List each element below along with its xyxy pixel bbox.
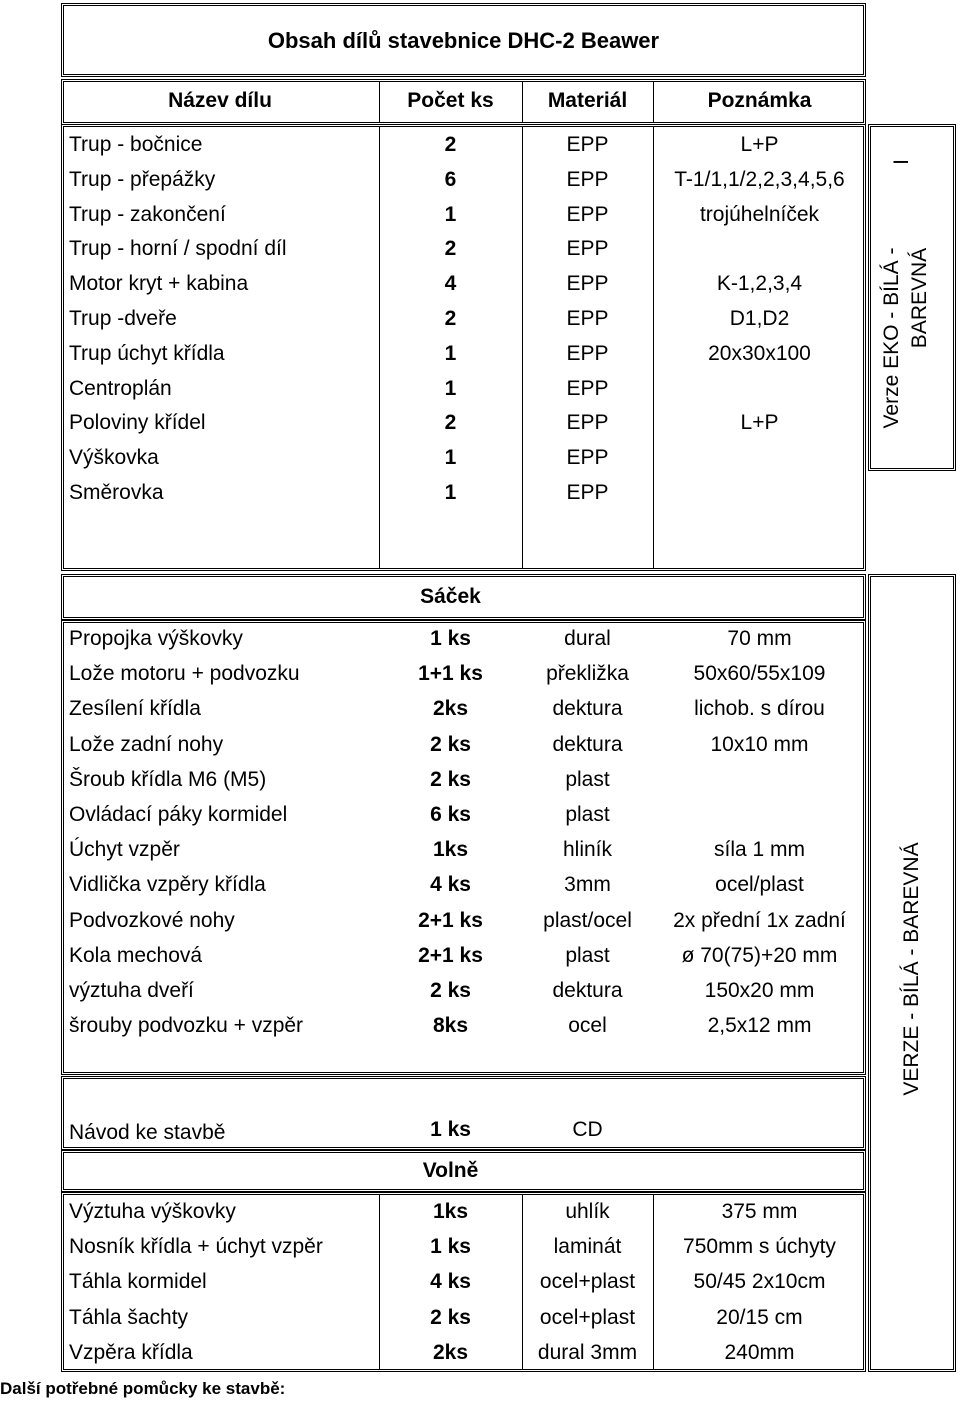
row-count: 2+1 ks	[418, 908, 483, 932]
row-count: 2	[444, 411, 457, 435]
header-material: Materiál	[547, 89, 628, 112]
side-label-top: I	[890, 159, 913, 165]
row-note: 2x přední 1x zadní	[673, 908, 846, 932]
row-note: 2,5x12 mm	[707, 1014, 812, 1038]
row-name: Nosník křídla + úchyt vzpěr	[69, 1235, 323, 1259]
row-note: lichob. s dírou	[694, 697, 825, 721]
row-material: plast	[565, 767, 610, 791]
row-name: Kola mechová	[69, 943, 203, 967]
row-material: EPP	[566, 376, 609, 400]
side-label-line2: BAREVNÁ	[908, 247, 931, 349]
row-name: Vidlička vzpěry křídla	[69, 873, 266, 897]
row-material: EPP	[566, 272, 609, 296]
row-name: Táhla kormidel	[69, 1270, 207, 1294]
row-material: hliník	[562, 838, 613, 862]
row-material: překližka	[546, 662, 629, 686]
row-material: laminát	[553, 1235, 622, 1259]
row-count: 2	[444, 237, 457, 261]
row-material: dektura	[552, 732, 623, 756]
header-count: Počet ks	[407, 89, 494, 112]
row-note: T-1/1,1/2,2,3,4,5,6	[674, 167, 845, 191]
row-name: Táhla šachty	[69, 1305, 189, 1329]
row-count: 1ks	[432, 1200, 469, 1223]
row-count: 4 ks	[430, 873, 471, 897]
row-count: 4 ks	[430, 1270, 471, 1294]
row-name: Trup - zakončení	[69, 202, 226, 226]
row-material: EPP	[566, 133, 609, 156]
row-note: 70 mm	[727, 627, 792, 650]
header-name: Název dílu	[168, 89, 272, 112]
side-label-line1: Verze EKO - BÍLÁ -	[880, 247, 903, 429]
loose-title: Volně	[422, 1159, 479, 1182]
row-note: L+P	[740, 133, 779, 156]
row-name: Trup - přepážky	[69, 167, 216, 191]
row-count: 2 ks	[430, 979, 471, 1002]
side-label-verze: VERZE - BÍLÁ - BAREVNÁ	[900, 842, 923, 1096]
row-note: K-1,2,3,4	[716, 272, 803, 296]
row-count: 1 ks	[430, 1235, 471, 1259]
row-note: D1,D2	[729, 307, 790, 330]
row-name: Poloviny křídel	[69, 411, 206, 435]
footer-note: Další potřebné pomůcky ke stavbě:	[0, 1379, 286, 1398]
row-name: Zesílení křídla	[69, 697, 201, 721]
row-note: 20x30x100	[708, 341, 811, 365]
row-note: 50x60/55x109	[693, 662, 826, 686]
row-name: Motor kryt + kabina	[69, 272, 249, 296]
row-note: ø 70(75)+20 mm	[681, 943, 838, 967]
row-material: EPP	[566, 167, 609, 191]
row-count: 2	[444, 133, 457, 156]
row-name: Centroplán	[69, 376, 172, 400]
page-title: Obsah dílů stavebnice DHC-2 Beawer	[267, 28, 660, 53]
row-count: 1 ks	[430, 627, 471, 650]
row-material: EPP	[566, 446, 609, 470]
row-material: EPP	[566, 411, 609, 435]
row-name: Podvozkové nohy	[69, 908, 235, 932]
row-count: 1	[444, 481, 457, 504]
row-material: ocel	[568, 1014, 607, 1038]
row-count: 2 ks	[430, 732, 471, 756]
row-material: EPP	[566, 237, 609, 261]
row-name: Vzpěra křídla	[69, 1340, 193, 1364]
row-name: Lože motoru + podvozku	[69, 662, 300, 686]
row-material: uhlík	[565, 1200, 610, 1223]
row-count: 6 ks	[430, 803, 471, 826]
row-material: plast	[565, 943, 610, 967]
row-name: Úchyt vzpěr	[69, 838, 180, 862]
row-name: šrouby podvozku + vzpěr	[69, 1014, 304, 1038]
row-count: 2 ks	[430, 1305, 471, 1329]
manual-material: CD	[572, 1118, 603, 1141]
manual-name: Návod ke stavbě	[69, 1121, 226, 1144]
row-count: 6	[444, 167, 457, 191]
row-name: Výztuha výškovky	[69, 1200, 236, 1223]
row-note: 750mm s úchyty	[683, 1235, 836, 1259]
row-material: dural 3mm	[537, 1340, 638, 1364]
row-note: 240mm	[724, 1340, 795, 1364]
row-material: EPP	[566, 307, 609, 330]
row-name: Propojka výškovky	[69, 627, 243, 650]
row-note: 150x20 mm	[704, 979, 815, 1002]
row-name: Trup úchyt křídla	[69, 341, 225, 365]
row-name: Výškovka	[69, 446, 159, 470]
row-count: 1	[444, 341, 457, 365]
row-count: 1	[444, 446, 457, 470]
row-count: 2ks	[432, 697, 469, 721]
row-count: 2 ks	[430, 767, 471, 791]
row-note: 50/45 2x10cm	[693, 1270, 826, 1294]
row-material: dektura	[552, 979, 623, 1002]
row-note: trojúhelníček	[699, 202, 820, 226]
row-count: 1	[444, 376, 457, 400]
row-count: 4	[444, 272, 457, 296]
row-material: plast	[565, 803, 610, 826]
row-material: EPP	[566, 341, 609, 365]
row-count: 2ks	[432, 1340, 469, 1364]
row-material: plast/ocel	[543, 908, 632, 932]
row-count: 1ks	[432, 838, 469, 862]
row-note: 375 mm	[721, 1200, 798, 1223]
row-name: Směrovka	[69, 481, 164, 504]
row-note: ocel/plast	[715, 873, 804, 897]
row-count: 8ks	[432, 1014, 469, 1038]
row-name: Trup -dveře	[69, 307, 177, 330]
row-material: dural	[564, 627, 611, 650]
row-material: dektura	[552, 697, 623, 721]
row-name: Trup - horní / spodní díl	[69, 237, 287, 261]
row-note: 20/15 cm	[716, 1305, 803, 1329]
manual-count: 1 ks	[430, 1118, 471, 1141]
row-count: 2+1 ks	[418, 943, 483, 967]
row-material: EPP	[566, 202, 609, 226]
row-material: ocel+plast	[539, 1305, 636, 1329]
row-name: Trup - bočnice	[69, 133, 203, 156]
row-name: Ovládací páky kormidel	[69, 803, 288, 826]
bag-title: Sáček	[420, 585, 481, 608]
header-note: Poznámka	[707, 89, 812, 112]
row-material: ocel+plast	[539, 1270, 636, 1294]
row-note: síla 1 mm	[713, 838, 805, 862]
row-note: L+P	[740, 411, 779, 435]
row-material: EPP	[566, 481, 609, 504]
row-note: 10x10 mm	[710, 732, 809, 756]
row-count: 1	[444, 202, 457, 226]
row-count: 2	[444, 307, 457, 330]
row-name: Lože zadní nohy	[69, 732, 224, 756]
row-material: 3mm	[564, 873, 611, 897]
row-name: výztuha dveří	[69, 979, 194, 1002]
row-name: Šroub křídla M6 (M5)	[69, 767, 267, 791]
row-count: 1+1 ks	[418, 662, 483, 686]
